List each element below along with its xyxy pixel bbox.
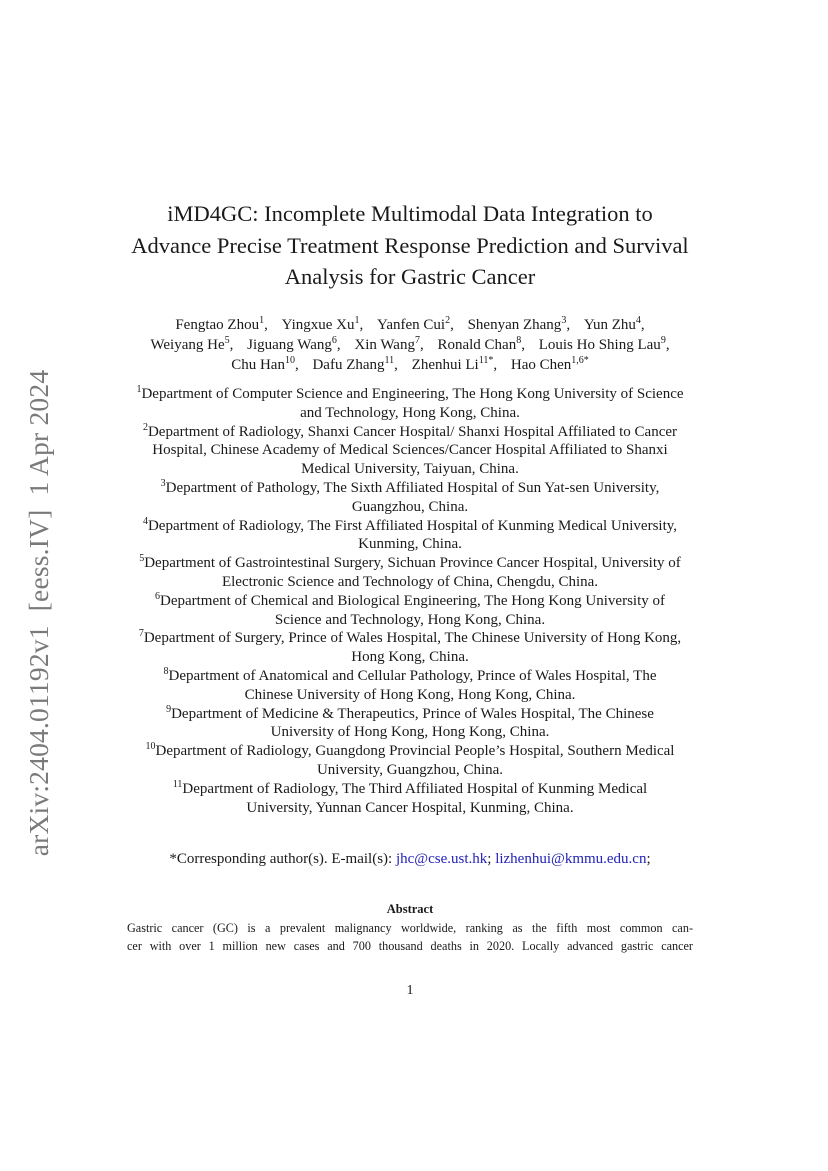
author: Hao Chen$^{1,6*}$ (510, 354, 589, 373)
author: Xin Wang$^7$, (354, 334, 424, 353)
arxiv-stamp (14, 365, 64, 860)
affiliation: $^3$Department of Pathology, The Sixth Affiliated Hospital of Sun Yat-sen University, Guangzhou, China. (160, 477, 660, 515)
corresponding-author-note: *Corresponding author(s). E-mail(s): jhc@cse.ust.hk; lizhenhui@kmmu.edu.cn; (169, 851, 651, 867)
author: Chu Han$^{10}$, (231, 354, 299, 373)
paper-first-page (100, 0, 720, 1171)
author: Dafu Zhang$^{11}$, (312, 354, 398, 373)
author: Yanfen Cui$^2$, (377, 315, 454, 333)
email-link-2[interactable]: lizhenhui@kmmu.edu.cn (495, 851, 647, 867)
affiliation: $^{11}$Department of Radiology, The Third Affiliated Hospital of Kunming Medical University, Yunnan Cancer Hospital, Kunming, China. (172, 778, 648, 816)
author-line (100, 316, 720, 336)
affiliation: $^1$Department of Computer Science and Engineering, The Hong Kong University of Science and Technology, Hong Kong, China. (136, 384, 684, 421)
affiliation: $^2$Department of Radiology, Shanxi Cancer Hospital/ Shanxi Hospital Affiliated to Cancer Hospital, Chinese Academy of Medical Sciences/Cancer Hospital Affiliated to Shanxi Medical University, Taiyuan, China. (142, 421, 678, 478)
author: Fengtao Zhou$^1$, (175, 315, 268, 333)
title-line: iMD4GC: Incomplete Multimodal Data Integration to (167, 201, 653, 226)
author-line (100, 336, 720, 356)
author: Jiguang Wang$^6$, (247, 334, 341, 353)
author: Yingxue Xu$^1$, (281, 315, 364, 333)
arxiv-stamp-text (23, 369, 55, 856)
affiliation: $^5$Department of Gastrointestinal Surgery, Sichuan Province Cancer Hospital, University of Electronic Science and Technology of China, Chengdu, China. (139, 553, 681, 590)
author: Weiyang He$^5$, (150, 334, 234, 353)
author-list (100, 316, 720, 375)
corresponding-prefix: *Corresponding author(s). E-mail(s): (169, 851, 393, 867)
title-line: Analysis for Gastric Cancer (284, 264, 536, 289)
author: Shenyan Zhang$^3$, (467, 315, 571, 333)
affiliation: $^8$Department of Anatomical and Cellular Pathology, Prince of Wales Hospital, The Chinese University of Hong Kong, Hong Kong, China. (163, 665, 657, 703)
affiliation: $^{10}$Department of Radiology, Guangdong Provincial People’s Hospital, Southern Medical University, Guangzhou, China. (145, 741, 675, 778)
abstract-heading: Abstract (386, 902, 434, 916)
page-number: 1 (406, 983, 414, 998)
affiliation: $^7$Department of Surgery, Prince of Wales Hospital, The Chinese University of Hong Kong, Hong Kong, China. (138, 628, 682, 666)
author-line (100, 356, 720, 376)
abstract-line: cer with over 1 million new cases and 700 thousand deaths in 2020. Locally advanced gastric cancer (127, 938, 693, 953)
email-link-1[interactable]: jhc@cse.ust.hk (395, 851, 488, 867)
affiliation: $^9$Department of Medicine & Therapeutics, Prince of Wales Hospital, The Chinese University of Hong Kong, Hong Kong, China. (166, 703, 654, 741)
arxiv-category: [eess.IV] (23, 508, 54, 611)
arxiv-date: 1 Apr 2024 (23, 369, 54, 495)
paper-title (100, 198, 720, 293)
author: Ronald Chan$^8$, (437, 334, 525, 353)
title-line: Advance Precise Treatment Response Prediction and Survival (131, 232, 689, 258)
arxiv-id[interactable]: arXiv:2404.01192v1 (23, 624, 54, 856)
affiliation: $^6$Department of Chemical and Biological Engineering, The Hong Kong University of Science and Technology, Hong Kong, China. (154, 590, 666, 628)
author: Yun Zhu$^4$, (583, 315, 645, 333)
abstract-line: Gastric cancer (GC) is a prevalent malignancy worldwide, ranking as the fifth most common can- (127, 921, 693, 935)
abstract-text (127, 920, 693, 955)
affiliation-list (100, 385, 720, 817)
affiliation: $^4$Department of Radiology, The First Affiliated Hospital of Kunming Medical University, Kunming, China. (142, 515, 678, 553)
author: Zhenhui $Li^{11*}$, (411, 354, 498, 373)
author: Louis Ho Shing Lau$^9$, (538, 334, 670, 353)
